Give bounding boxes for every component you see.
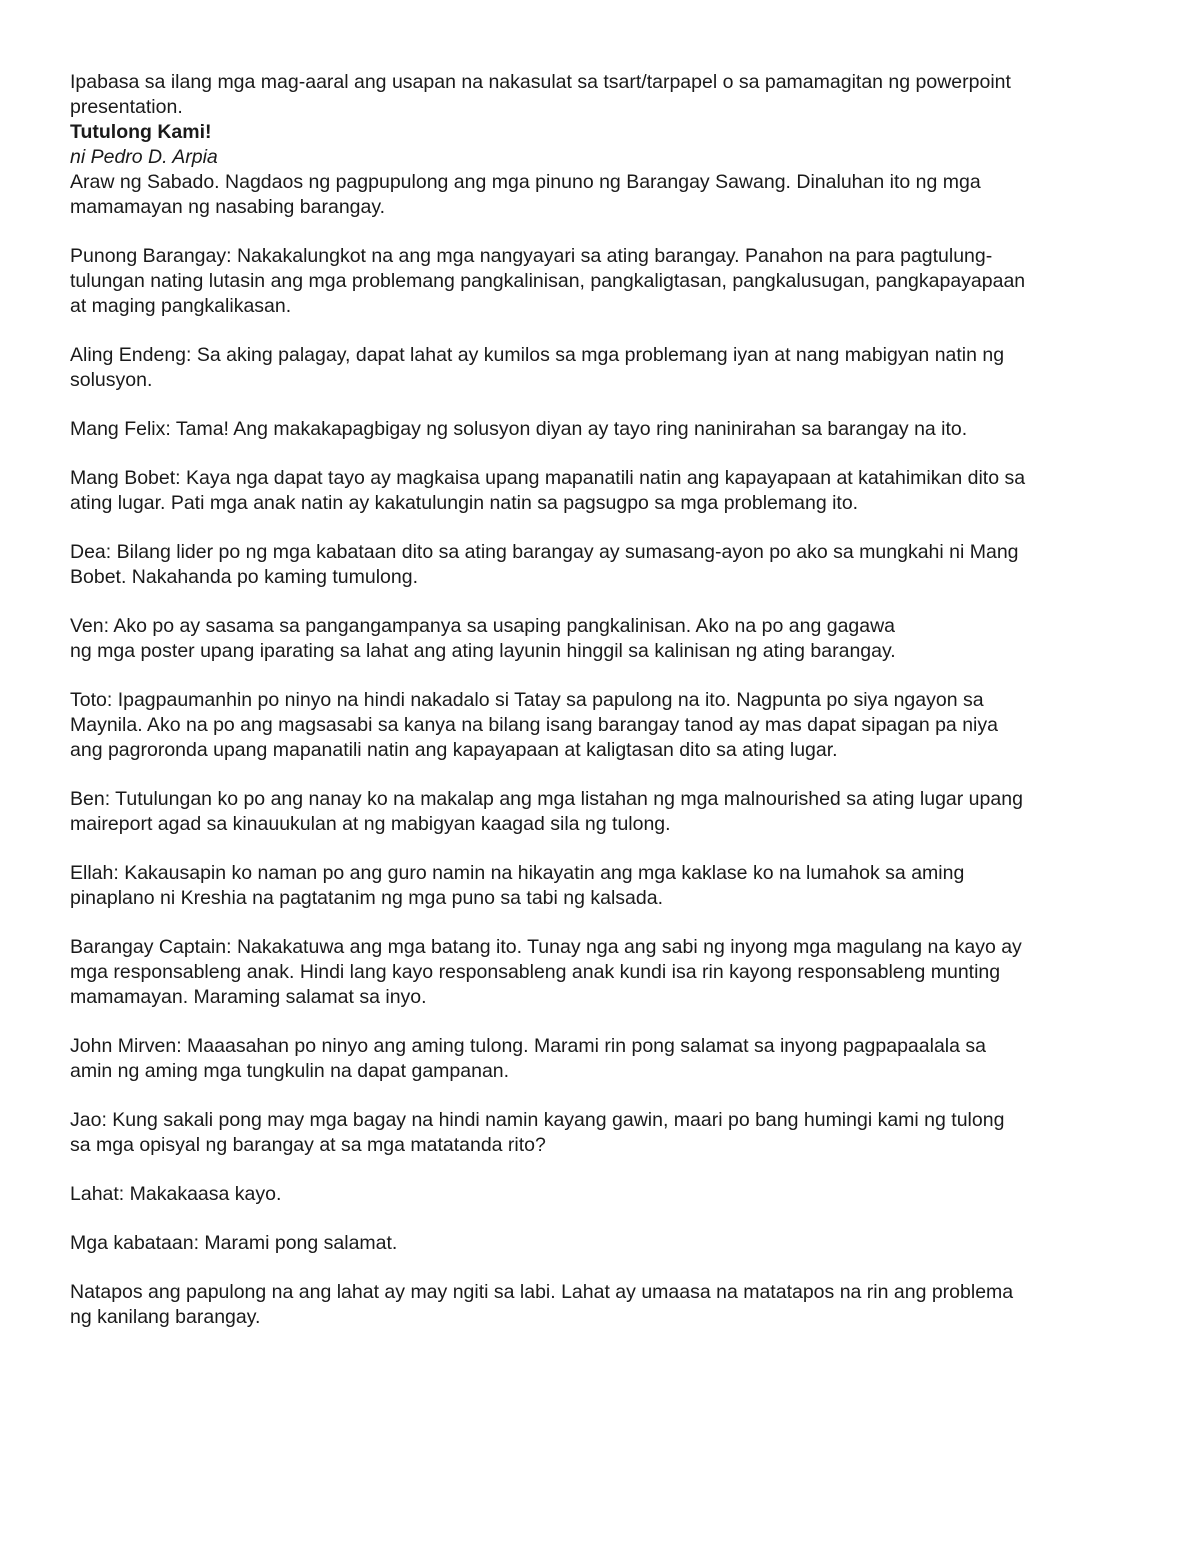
dialogue-line: Dea: Bilang lider po ng mga kabataan dito sa ating barangay ay sumasang-ayon po ako sa mungkahi ni Mang [70,541,1019,563]
dialogue-line: Toto: Ipagpaumanhin po ninyo na hindi nakadalo si Tatay sa papulong na ito. Nagpunta po siya ngayon sa [70,689,984,711]
dialogue-line: ng mga poster upang iparating sa lahat ang ating layunin hinggil sa kalinisan ng ating barangay. [70,640,896,662]
dialogue-line: tulungan nating lutasin ang mga problemang pangkalinisan, pangkaligtasan, pangkalusugan, pangkapayapaan [70,270,1026,292]
instruction-line: presentation. [70,96,183,118]
dialogue-line: mamamayan ng nasabing barangay. [70,196,386,218]
dialogue-paragraph [70,1182,1140,1207]
dialogue-paragraph [70,935,1140,1010]
dialogue-line: ng kanilang barangay. [70,1306,261,1328]
document-page [70,70,1140,1354]
dialogue-line: Bobet. Nakahanda po kaming tumulong. [70,566,418,588]
instruction-line: Ipabasa sa ilang mga mag-aaral ang usapan na nakasulat sa tsart/tarpapel o sa pamamagitan ng powerpoint [70,71,1011,93]
dialogue-line: pinaplano ni Kreshia na pagtatanim ng mga puno sa tabi ng kalsada. [70,887,663,909]
dialogue-body [70,170,1140,1330]
dialogue-line: Mang Bobet: Kaya nga dapat tayo ay magkaisa upang mapanatili natin ang kapayapaan at katahimikan dito sa [70,467,1026,489]
dialogue-line: Jao: Kung sakali pong may mga bagay na hindi namin kayang gawin, maari po bang humingi kami ng tulong [70,1109,1005,1131]
dialogue-line: amin ng aming mga tungkulin na dapat gampanan. [70,1060,510,1082]
dialogue-line: Araw ng Sabado. Nagdaos ng pagpupulong ang mga pinuno ng Barangay Sawang. Dinaluhan ito ng mga [70,171,981,193]
dialogue-line: ating lugar. Pati mga anak natin ay kakatulungin natin sa pagsugpo sa mga problemang ito. [70,492,859,514]
dialogue-paragraph [70,1034,1140,1084]
dialogue-line: Ben: Tutulungan ko po ang nanay ko na makalap ang mga listahan ng mga malnourished sa ating lugar upang [70,788,1023,810]
dialogue-paragraph [70,1280,1140,1330]
dialogue-line: Barangay Captain: Nakakatuwa ang mga batang ito. Tunay nga ang sabi ng inyong mga magulang na kayo ay [70,936,1022,958]
dialogue-line: Ellah: Kakausapin ko naman po ang guro namin na hikayatin ang mga kaklase ko na lumahok sa aming [70,862,965,884]
dialogue-line: ang pagroronda upang mapanatili natin ang kapayapaan at kaligtasan dito sa ating lugar. [70,739,838,761]
dialogue-line: Natapos ang papulong na ang lahat ay may ngiti sa labi. Lahat ay umaasa na matatapos na rin ang problema [70,1281,1014,1303]
dialogue-line: mga responsableng anak. Hindi lang kayo responsableng anak kundi isa rin kayong responsableng munting [70,961,1001,983]
dialogue-paragraph [70,1108,1140,1158]
story-author: ni Pedro D. Arpia [70,146,218,168]
dialogue-paragraph [70,244,1140,319]
dialogue-paragraph [70,540,1140,590]
dialogue-paragraph [70,170,1140,220]
dialogue-paragraph [70,787,1140,837]
dialogue-paragraph [70,688,1140,763]
dialogue-line: solusyon. [70,369,153,391]
dialogue-paragraph [70,343,1140,393]
dialogue-paragraph [70,417,1140,442]
dialogue-line: Mga kabataan: Marami pong salamat. [70,1232,398,1254]
dialogue-line: Mang Felix: Tama! Ang makakapagbigay ng solusyon diyan ay tayo ring naninirahan sa barangay na ito. [70,418,968,440]
dialogue-line: maireport agad sa kinauukulan at ng mabigyan kaagad sila ng tulong. [70,813,671,835]
dialogue-line: mamamayan. Maraming salamat sa inyo. [70,986,427,1008]
dialogue-line: Maynila. Ako na po ang magsasabi sa kanya na bilang isang barangay tanod ay mas dapat sipagan pa niya [70,714,998,736]
dialogue-line: Aling Endeng: Sa aking palagay, dapat lahat ay kumilos sa mga problemang iyan at nang mabigyan natin ng [70,344,1005,366]
dialogue-line: sa mga opisyal ng barangay at sa mga matatanda rito? [70,1134,546,1156]
dialogue-line: Lahat: Makakaasa kayo. [70,1183,282,1205]
instruction-text [70,70,1140,120]
dialogue-line: Ven: Ako po ay sasama sa pangangampanya sa usaping pangkalinisan. Ako na po ang gagawa [70,615,896,637]
dialogue-paragraph [70,1231,1140,1256]
dialogue-line: John Mirven: Maaasahan po ninyo ang aming tulong. Marami rin pong salamat sa inyong pagpapaalala sa [70,1035,986,1057]
dialogue-line: Punong Barangay: Nakakalungkot na ang mga nangyayari sa ating barangay. Panahon na para pagtulung- [70,245,993,267]
story-title: Tutulong Kami! [70,121,212,143]
dialogue-paragraph [70,614,1140,664]
dialogue-line: at maging pangkalikasan. [70,295,292,317]
dialogue-paragraph [70,861,1140,911]
dialogue-paragraph [70,466,1140,516]
